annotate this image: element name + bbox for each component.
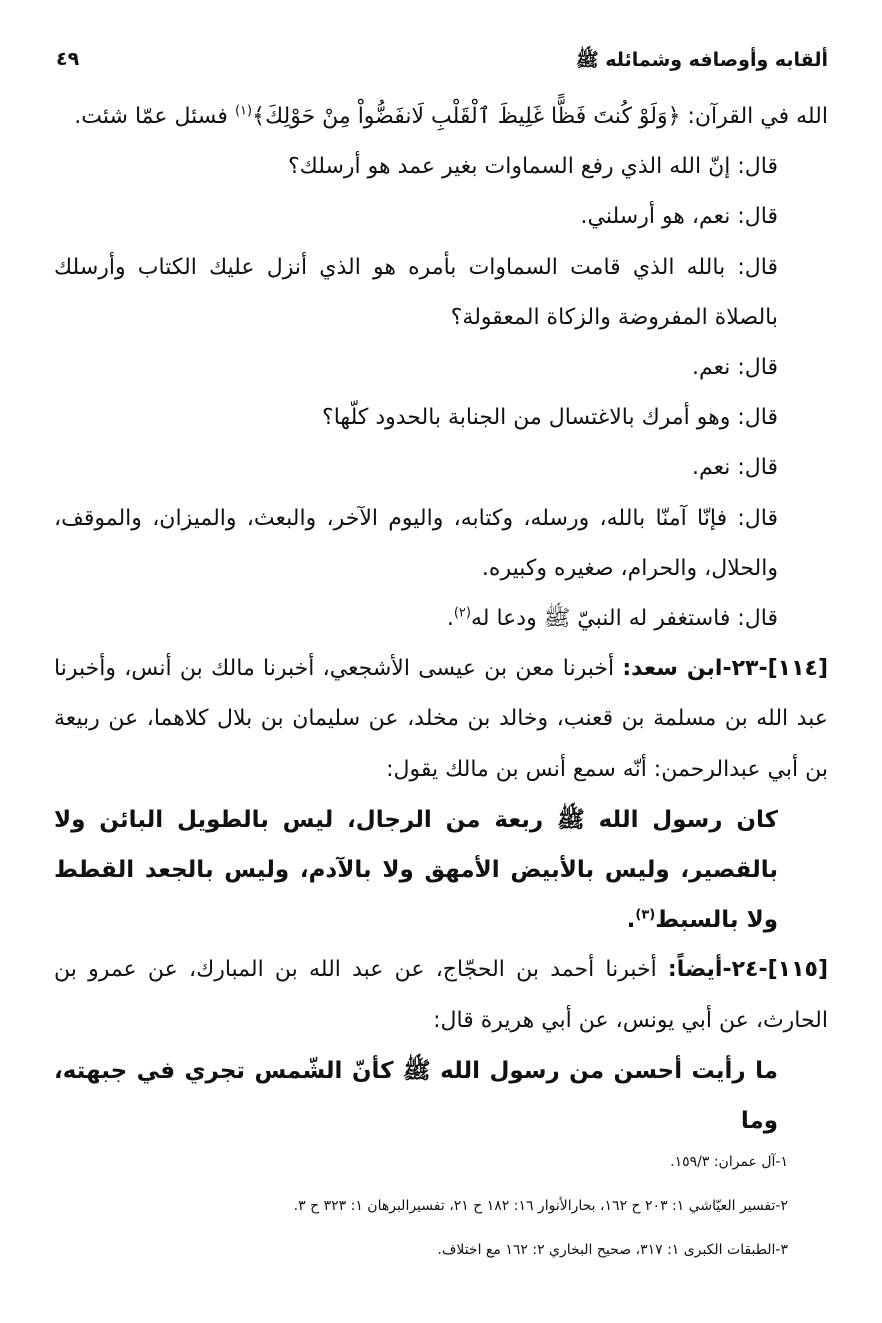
footnotes — [54, 1140, 828, 1272]
paragraph — [54, 92, 828, 142]
main-text — [54, 92, 828, 1146]
paragraph: قال: بالله الذي قامت السماوات بأمره هو الذي أنزل عليك الكتاب وأرسلك بالصلاة المفروضة والزكاة المعقولة؟ — [54, 254, 778, 330]
footnote-ref: (٢) — [453, 605, 471, 621]
footnote-ref: (١) — [234, 103, 253, 119]
footnote-ref: (٣) — [635, 907, 656, 923]
quran-quote: الله في القرآن: ﴿وَلَوْ كُنتَ فَظًّا غَلِيظَ ٱلْقَلْبِ لَانفَضُّواْ مِنْ حَوْلِكَ﴾ — [252, 104, 828, 129]
running-title: ألقابه وأوصافه وشمائله ﷺ — [575, 49, 828, 71]
hadith-entry — [54, 945, 828, 1045]
paragraph: قال: نعم. — [692, 455, 778, 481]
footnote: ٣-الطبقات الكبرى ١: ٣١٧، صحيح البخاري ٢: ١٦٢ مع اختلاف. — [437, 1242, 788, 1258]
paragraph: قال: إنّ الله الذي رفع السماوات بغير عمد هو أرسلك؟ — [287, 154, 778, 180]
paragraph-text: قال: فاستغفر له النبيّ ﷺ ودعا له — [470, 606, 778, 632]
hadith-chain: أخبرنا معن بن عيسى الأشجعي، أخبرنا مالك بن أنس، وأخبرنا عبد الله بن مسلمة بن قعنب، وخالد بن مخلد، عن سليمان بن بلال كلاهما، عن ربيعة بن أبي عبدالرحمن: أنّه سمع أنس بن مالك يقول: — [54, 656, 828, 782]
footnote: ١-آل عمران: ١٥٩/٣. — [670, 1154, 788, 1170]
paragraph-text: . — [626, 907, 636, 934]
page-number: ٤٩ — [56, 48, 80, 70]
paragraph: قال: نعم، هو أرسلني. — [580, 204, 778, 230]
hadith-entry — [54, 644, 828, 795]
paragraph-text: كان رسول الله ﷺ ربعة من الرجال، ليس بالطويل البائن ولا بالقصير، وليس بالأبيض الأمهق ولا بالآدم، وليس بالجعد القطط ولا بالسبط — [54, 806, 778, 934]
paragraph: قال: فإنّا آمنّا بالله، ورسله، وكتابه، واليوم الآخر، والبعث، والميزان، والموقف، والحلال، والحرام، صغيره وكبيره. — [54, 505, 778, 581]
page-header — [52, 44, 828, 80]
paragraph: قال: نعم. — [692, 355, 778, 381]
hadith-text — [54, 795, 828, 946]
hadith-number: [١١٤]-٢٣-ابن سعد: — [622, 656, 828, 682]
hadith-number: [١١٥]-٢٤-أيضاً: — [667, 957, 828, 983]
hadith-chain: أخبرنا أحمد بن الحجّاج، عن عبد الله بن المبارك، عن عمرو بن الحارث، عن أبي يونس، عن أبي هريرة قال: — [54, 957, 828, 1033]
paragraph: قال: وهو أمرك بالاغتسال من الجنابة بالحدود كلّها؟ — [322, 405, 778, 431]
paragraph — [54, 594, 828, 644]
footnote: ٢-تفسير العيّاشي ١: ٢٠٣ ح ١٦٢، بحارالأنوار ١٦: ١٨٢ ح ٢١، تفسيرالبرهان ١: ٣٢٣ ح ٣. — [293, 1198, 788, 1214]
hadith-text: ما رأيت أحسن من رسول الله ﷺ كأنّ الشّمس تجري في جبهته، وما — [54, 1057, 778, 1135]
paragraph-text: فسئل عمّا شئت. — [74, 104, 235, 129]
paragraph-text: . — [446, 606, 454, 632]
